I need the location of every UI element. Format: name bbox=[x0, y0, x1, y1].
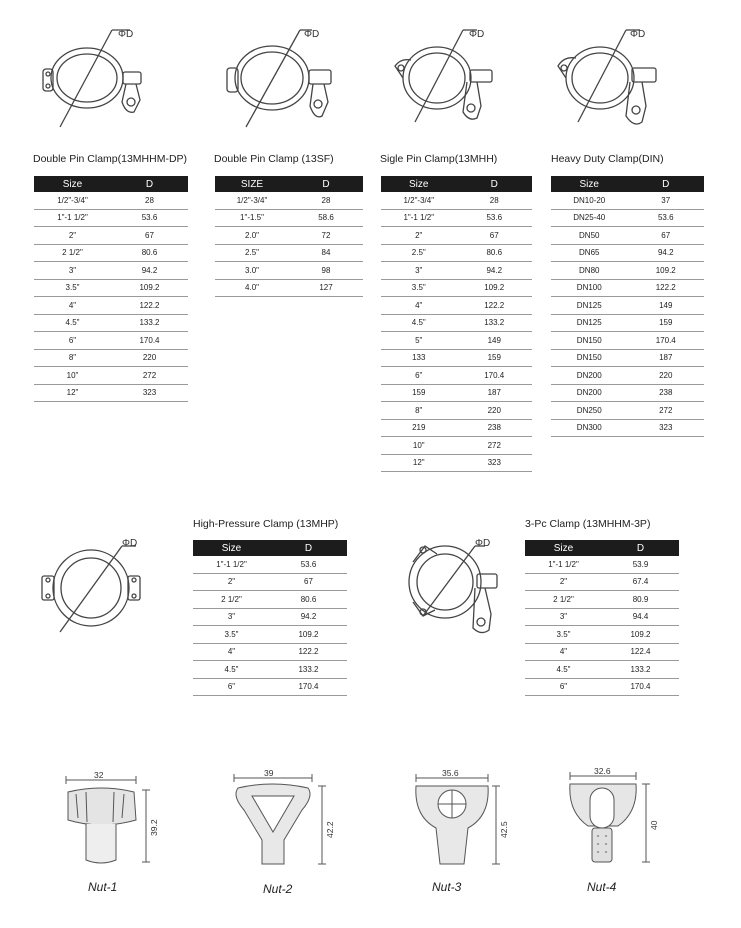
size-cell: DN125 bbox=[551, 297, 628, 315]
diameter-cell: 220 bbox=[111, 349, 188, 367]
high-pressure-clamp-diagram bbox=[36, 532, 154, 640]
diameter-label: ΦD bbox=[630, 29, 646, 40]
table-row bbox=[34, 367, 188, 385]
diameter-label: ΦD bbox=[304, 29, 320, 40]
diameter-cell: 28 bbox=[457, 192, 533, 209]
nut-4-width: 32.6 bbox=[594, 766, 611, 776]
size-cell: 1"-1 1/2" bbox=[525, 556, 602, 573]
nut-4-height: 40 bbox=[649, 820, 659, 830]
size-cell: DN150 bbox=[551, 332, 628, 350]
size-header: Size bbox=[551, 176, 628, 192]
diameter-cell: 133.2 bbox=[270, 661, 347, 679]
size-cell: 4" bbox=[525, 643, 602, 661]
three-pc-clamp-diagram bbox=[393, 532, 511, 640]
size-cell: 2" bbox=[381, 227, 457, 245]
size-cell: 3" bbox=[525, 608, 602, 626]
table-row bbox=[215, 279, 363, 297]
size-cell: 6" bbox=[525, 678, 602, 696]
size-header: Size bbox=[34, 176, 111, 192]
size-cell: 10" bbox=[381, 437, 457, 455]
table-row bbox=[525, 661, 679, 679]
size-cell: 3.5" bbox=[381, 279, 457, 297]
table-row bbox=[34, 244, 188, 262]
table-row bbox=[551, 419, 704, 437]
table-row bbox=[525, 608, 679, 626]
size-cell: DN250 bbox=[551, 402, 628, 420]
table-row bbox=[215, 227, 363, 245]
three-pc-clamp-table bbox=[525, 540, 679, 696]
table-row bbox=[525, 591, 679, 609]
table-row bbox=[193, 556, 347, 573]
table-row bbox=[381, 367, 532, 385]
table-row bbox=[381, 454, 532, 472]
size-cell: 10" bbox=[34, 367, 111, 385]
table-row bbox=[551, 349, 704, 367]
size-cell: 4" bbox=[381, 297, 457, 315]
table-row bbox=[551, 314, 704, 332]
diameter-cell: 67 bbox=[270, 573, 347, 591]
table-row bbox=[381, 262, 532, 280]
diameter-cell: 58.6 bbox=[289, 209, 363, 227]
nut-1-width: 32 bbox=[94, 770, 104, 780]
diameter-cell: 122.2 bbox=[111, 297, 188, 315]
nut-3-label: Nut-3 bbox=[432, 880, 462, 894]
table-row bbox=[34, 209, 188, 227]
table-row bbox=[525, 626, 679, 644]
diameter-cell: 149 bbox=[457, 332, 533, 350]
table-row bbox=[215, 192, 363, 209]
table-row bbox=[551, 262, 704, 280]
size-cell: 2 1/2" bbox=[193, 591, 270, 609]
diameter-cell: 67 bbox=[457, 227, 533, 245]
diameter-label: ΦD bbox=[469, 29, 485, 40]
table-row bbox=[551, 402, 704, 420]
diameter-cell: 109.2 bbox=[111, 279, 188, 297]
table-row bbox=[34, 384, 188, 402]
double-pin-clamp-diagram bbox=[30, 22, 170, 137]
size-cell: 3.5" bbox=[193, 626, 270, 644]
size-cell: 3.0" bbox=[215, 262, 289, 280]
size-cell: 2" bbox=[525, 573, 602, 591]
high-pressure-clamp-title: High-Pressure Clamp (13MHP) bbox=[193, 518, 339, 530]
table-row bbox=[193, 573, 347, 591]
diameter-header: D bbox=[270, 540, 347, 556]
size-header: Size bbox=[381, 176, 457, 192]
diameter-header: D bbox=[289, 176, 363, 192]
table-row bbox=[381, 332, 532, 350]
diameter-cell: 53.6 bbox=[628, 209, 705, 227]
table-row bbox=[381, 437, 532, 455]
diameter-cell: 170.4 bbox=[111, 332, 188, 350]
size-cell: DN125 bbox=[551, 314, 628, 332]
diameter-cell: 53.6 bbox=[270, 556, 347, 573]
table-row bbox=[381, 244, 532, 262]
diameter-cell: 133.2 bbox=[457, 314, 533, 332]
table-row bbox=[34, 349, 188, 367]
table-row bbox=[381, 227, 532, 245]
diameter-header: D bbox=[111, 176, 188, 192]
diameter-cell: 53.9 bbox=[602, 556, 679, 573]
diameter-cell: 67 bbox=[111, 227, 188, 245]
table-row bbox=[551, 192, 704, 209]
diameter-cell: 187 bbox=[628, 349, 705, 367]
size-cell: DN150 bbox=[551, 349, 628, 367]
table-row bbox=[381, 402, 532, 420]
diameter-cell: 272 bbox=[111, 367, 188, 385]
diameter-cell: 109.2 bbox=[602, 626, 679, 644]
table-row bbox=[551, 332, 704, 350]
table-row bbox=[193, 661, 347, 679]
diameter-cell: 159 bbox=[457, 349, 533, 367]
table-row bbox=[381, 209, 532, 227]
size-cell: 159 bbox=[381, 384, 457, 402]
table-row bbox=[193, 626, 347, 644]
size-cell: 4.5" bbox=[34, 314, 111, 332]
diameter-cell: 80.9 bbox=[602, 591, 679, 609]
table-row bbox=[551, 367, 704, 385]
size-cell: 8" bbox=[381, 402, 457, 420]
diameter-cell: 220 bbox=[457, 402, 533, 420]
table-row bbox=[551, 297, 704, 315]
size-cell: 1/2"-3/4" bbox=[34, 192, 111, 209]
diameter-cell: 109.2 bbox=[457, 279, 533, 297]
single-pin-clamp-title: Sigle Pin Clamp(13MHH) bbox=[380, 153, 498, 165]
double-pin-clamp-title: Double Pin Clamp(13MHHM-DP) bbox=[33, 153, 188, 165]
size-cell: 3" bbox=[193, 608, 270, 626]
diameter-cell: 80.6 bbox=[270, 591, 347, 609]
table-row bbox=[525, 573, 679, 591]
size-cell: 1"-1 1/2" bbox=[193, 556, 270, 573]
size-cell: 4.0" bbox=[215, 279, 289, 297]
size-cell: 5" bbox=[381, 332, 457, 350]
nut-3-height: 42.5 bbox=[499, 821, 509, 838]
size-cell: 12" bbox=[34, 384, 111, 402]
size-cell: 3" bbox=[34, 262, 111, 280]
nut-4-diagram bbox=[560, 764, 670, 869]
diameter-cell: 28 bbox=[111, 192, 188, 209]
diameter-cell: 133.2 bbox=[602, 661, 679, 679]
nut-1-height: 39.2 bbox=[149, 819, 159, 836]
nut-1-diagram bbox=[56, 770, 166, 870]
table-row bbox=[551, 227, 704, 245]
size-cell: 3" bbox=[381, 262, 457, 280]
table-row bbox=[193, 678, 347, 696]
size-cell: 1"-1 1/2" bbox=[34, 209, 111, 227]
diameter-cell: 80.6 bbox=[111, 244, 188, 262]
diameter-label: ΦD bbox=[118, 29, 134, 40]
size-cell: DN200 bbox=[551, 384, 628, 402]
diameter-cell: 323 bbox=[628, 419, 705, 437]
table-row bbox=[34, 279, 188, 297]
size-cell: DN10-20 bbox=[551, 192, 628, 209]
single-pin-clamp-table bbox=[381, 176, 532, 472]
diameter-cell: 323 bbox=[111, 384, 188, 402]
diameter-header: D bbox=[628, 176, 705, 192]
size-cell: 4" bbox=[34, 297, 111, 315]
table-row bbox=[215, 262, 363, 280]
diameter-cell: 67 bbox=[628, 227, 705, 245]
size-cell: 2 1/2" bbox=[525, 591, 602, 609]
size-cell: DN80 bbox=[551, 262, 628, 280]
table-row bbox=[193, 608, 347, 626]
diameter-cell: 98 bbox=[289, 262, 363, 280]
diameter-cell: 122.4 bbox=[602, 643, 679, 661]
table-row bbox=[551, 209, 704, 227]
size-cell: 2.0" bbox=[215, 227, 289, 245]
size-cell: 1/2"-3/4" bbox=[215, 192, 289, 209]
diameter-cell: 109.2 bbox=[628, 262, 705, 280]
diameter-cell: 109.2 bbox=[270, 626, 347, 644]
table-row bbox=[525, 643, 679, 661]
three-pc-clamp-title: 3-Pc Clamp (13MHHM-3P) bbox=[525, 518, 651, 530]
heavy-duty-clamp-table bbox=[551, 176, 704, 437]
table-row bbox=[381, 349, 532, 367]
diameter-cell: 272 bbox=[457, 437, 533, 455]
diameter-cell: 323 bbox=[457, 454, 533, 472]
diameter-cell: 149 bbox=[628, 297, 705, 315]
table-row bbox=[551, 279, 704, 297]
single-pin-clamp-diagram bbox=[385, 22, 525, 137]
diameter-label: ΦD bbox=[122, 538, 138, 549]
double-pin-13sf-diagram bbox=[212, 22, 352, 137]
diameter-header: D bbox=[602, 540, 679, 556]
diameter-cell: 238 bbox=[457, 419, 533, 437]
double-pin-13sf-title: Double Pin Clamp (13SF) bbox=[214, 153, 334, 165]
table-row bbox=[34, 332, 188, 350]
size-cell: DN200 bbox=[551, 367, 628, 385]
diameter-cell: 170.4 bbox=[270, 678, 347, 696]
nut-2-diagram bbox=[222, 766, 337, 871]
diameter-cell: 94.2 bbox=[270, 608, 347, 626]
size-cell: 6" bbox=[34, 332, 111, 350]
size-cell: 8" bbox=[34, 349, 111, 367]
diameter-cell: 272 bbox=[628, 402, 705, 420]
diameter-cell: 127 bbox=[289, 279, 363, 297]
size-cell: DN300 bbox=[551, 419, 628, 437]
diameter-cell: 94.2 bbox=[111, 262, 188, 280]
table-row bbox=[215, 244, 363, 262]
size-cell: 12" bbox=[381, 454, 457, 472]
size-cell: 3.5" bbox=[34, 279, 111, 297]
diameter-cell: 159 bbox=[628, 314, 705, 332]
size-cell: 1"-1.5" bbox=[215, 209, 289, 227]
diameter-cell: 238 bbox=[628, 384, 705, 402]
size-cell: 2.5" bbox=[381, 244, 457, 262]
diameter-cell: 53.6 bbox=[457, 209, 533, 227]
nut-2-width: 39 bbox=[264, 768, 274, 778]
diameter-cell: 80.6 bbox=[457, 244, 533, 262]
diameter-cell: 122.2 bbox=[270, 643, 347, 661]
diameter-cell: 133.2 bbox=[111, 314, 188, 332]
table-row bbox=[34, 297, 188, 315]
diameter-cell: 37 bbox=[628, 192, 705, 209]
table-row bbox=[381, 314, 532, 332]
double-pin-13sf-table bbox=[215, 176, 363, 297]
size-header: Size bbox=[193, 540, 270, 556]
table-row bbox=[193, 643, 347, 661]
table-row bbox=[525, 556, 679, 573]
size-cell: 6" bbox=[193, 678, 270, 696]
size-cell: 4.5" bbox=[381, 314, 457, 332]
table-row bbox=[193, 591, 347, 609]
size-cell: DN50 bbox=[551, 227, 628, 245]
diameter-header: D bbox=[457, 176, 533, 192]
size-cell: 3.5" bbox=[525, 626, 602, 644]
nut-2-height: 42.2 bbox=[325, 821, 335, 838]
diameter-cell: 94.4 bbox=[602, 608, 679, 626]
double-pin-clamp-table bbox=[34, 176, 188, 402]
size-cell: 2" bbox=[34, 227, 111, 245]
nut-1-label: Nut-1 bbox=[88, 880, 118, 894]
table-row bbox=[34, 227, 188, 245]
size-cell: 6" bbox=[381, 367, 457, 385]
table-row bbox=[34, 192, 188, 209]
diameter-cell: 28 bbox=[289, 192, 363, 209]
size-cell: 219 bbox=[381, 419, 457, 437]
heavy-duty-clamp-diagram bbox=[550, 22, 690, 137]
heavy-duty-clamp-title: Heavy Duty Clamp(DIN) bbox=[551, 153, 664, 165]
table-row bbox=[381, 279, 532, 297]
diameter-cell: 170.4 bbox=[457, 367, 533, 385]
size-cell: DN100 bbox=[551, 279, 628, 297]
diameter-cell: 220 bbox=[628, 367, 705, 385]
table-row bbox=[525, 678, 679, 696]
size-cell: 4.5" bbox=[525, 661, 602, 679]
diameter-cell: 170.4 bbox=[602, 678, 679, 696]
table-row bbox=[551, 384, 704, 402]
diameter-label: ΦD bbox=[475, 538, 491, 549]
table-row bbox=[381, 384, 532, 402]
table-row bbox=[381, 297, 532, 315]
diameter-cell: 67.4 bbox=[602, 573, 679, 591]
size-cell: DN25-40 bbox=[551, 209, 628, 227]
diameter-cell: 122.2 bbox=[628, 279, 705, 297]
nut-3-width: 35.6 bbox=[442, 768, 459, 778]
size-cell: 1"-1 1/2" bbox=[381, 209, 457, 227]
size-header: Size bbox=[525, 540, 602, 556]
size-cell: 2.5" bbox=[215, 244, 289, 262]
table-row bbox=[215, 209, 363, 227]
size-cell: DN65 bbox=[551, 244, 628, 262]
table-row bbox=[34, 314, 188, 332]
diameter-cell: 94.2 bbox=[457, 262, 533, 280]
diameter-cell: 72 bbox=[289, 227, 363, 245]
diameter-cell: 94.2 bbox=[628, 244, 705, 262]
table-row bbox=[34, 262, 188, 280]
diameter-cell: 84 bbox=[289, 244, 363, 262]
nut-3-diagram bbox=[408, 766, 518, 871]
size-cell: 133 bbox=[381, 349, 457, 367]
nut-2-label: Nut-2 bbox=[263, 882, 293, 896]
size-cell: 2" bbox=[193, 573, 270, 591]
size-cell: 4.5" bbox=[193, 661, 270, 679]
size-header: SIZE bbox=[215, 176, 289, 192]
diameter-cell: 53.6 bbox=[111, 209, 188, 227]
table-row bbox=[381, 419, 532, 437]
diameter-cell: 122.2 bbox=[457, 297, 533, 315]
diameter-cell: 187 bbox=[457, 384, 533, 402]
diameter-cell: 170.4 bbox=[628, 332, 705, 350]
size-cell: 4" bbox=[193, 643, 270, 661]
high-pressure-clamp-table bbox=[193, 540, 347, 696]
table-row bbox=[381, 192, 532, 209]
size-cell: 2 1/2" bbox=[34, 244, 111, 262]
size-cell: 1/2"-3/4" bbox=[381, 192, 457, 209]
table-row bbox=[551, 244, 704, 262]
nut-4-label: Nut-4 bbox=[587, 880, 617, 894]
